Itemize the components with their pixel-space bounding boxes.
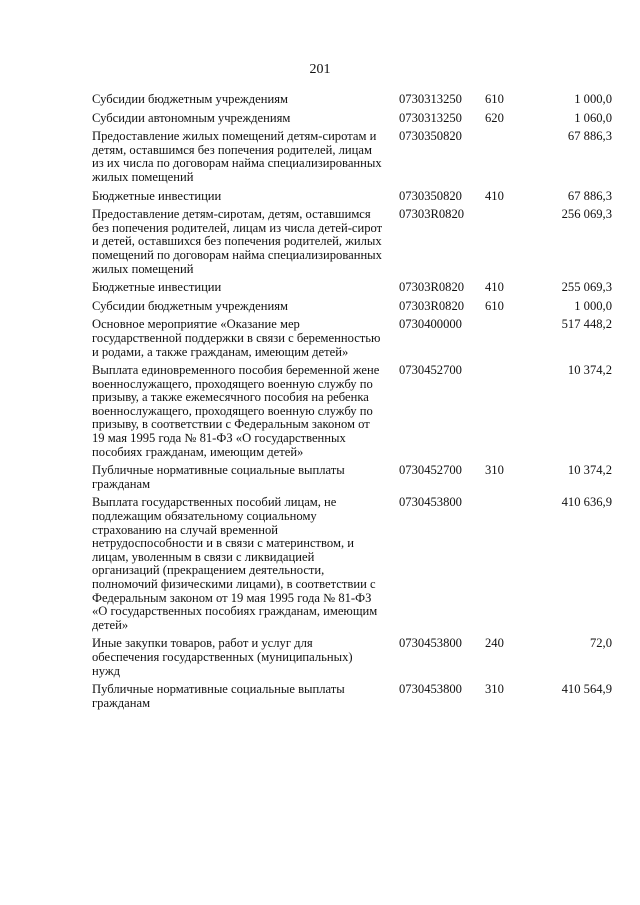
amount: 10 374,2 <box>567 363 612 378</box>
expense-name: Выплата единовременного пособия беременной жене военнослужащего, проходящего военную службу по призыву, а также ежемесячного пособия на ребенка военнослужащего, проходящего военную службу по призыву, в соответствии с Федеральным законом от 19 мая 1995 года № 81-ФЗ «О государственных пособиях гражданам, имеющим детей» <box>92 363 380 459</box>
budget-table <box>92 93 612 715</box>
expense-type-code: 620 <box>485 110 504 125</box>
target-article-code: 0730453800 <box>399 636 462 651</box>
expense-type-code: 310 <box>485 682 504 697</box>
target-article-code: 07303R0820 <box>399 207 465 222</box>
expense-name: Бюджетные инвестиции <box>92 188 222 203</box>
expense-name: Субсидии бюджетным учреждениям <box>92 92 288 106</box>
expense-type-code: 610 <box>485 298 504 313</box>
table-row <box>92 683 612 715</box>
expense-name: Публичные нормативные социальные выплаты гражданам <box>92 463 345 491</box>
target-article-code: 0730350820 <box>399 188 462 203</box>
target-article-code: 0730452700 <box>399 363 462 378</box>
table-row <box>92 637 612 683</box>
amount: 67 886,3 <box>567 188 612 203</box>
expense-name: Предоставление детям-сиротам, детям, оставшимся без попечения родителей, лицам из числа детей-сирот и детей, оставшихся без попечения родителей, жилых помещений по договорам найма специализированных жилых помещений <box>92 207 383 276</box>
expense-type-code <box>485 208 527 281</box>
expense-name: Публичные нормативные социальные выплаты гражданам <box>92 682 345 710</box>
table-row <box>92 318 612 364</box>
table-row <box>92 364 612 464</box>
amount: 67 886,3 <box>567 129 612 144</box>
target-article-code: 0730453800 <box>399 495 462 510</box>
amount: 10 374,2 <box>567 463 612 478</box>
expense-type-code: 240 <box>485 636 504 651</box>
expense-type-code <box>485 496 527 637</box>
expense-type-code: 310 <box>485 463 504 478</box>
expense-name: Основное мероприятие «Оказание мер государственной поддержки в связи с беременностью и родами, а также гражданам, имеющим детей» <box>92 317 381 359</box>
amount: 256 069,3 <box>561 207 612 222</box>
expense-name: Бюджетные инвестиции <box>92 280 222 295</box>
expense-name: Субсидии бюджетным учреждениям <box>92 298 288 313</box>
expense-type-code <box>485 364 527 464</box>
expense-name: Выплата государственных пособий лицам, не подлежащим обязательному социальному страхованию на случай временной нетрудоспособности и в связи с материнством, и лицам, уволенным в связи с ликвидацией организаций (прекращением деятельности, полномочий физическими лицами), в соответствии с Федеральным законом от 19 мая 1995 года № 81-ФЗ «О государственных пособиях гражданам, имеющим детей» <box>92 495 378 632</box>
amount: 517 448,2 <box>561 317 612 332</box>
table-row <box>92 281 612 300</box>
amount: 410 636,9 <box>561 495 612 510</box>
table-row <box>92 464 612 496</box>
page-number: 201 <box>309 62 331 77</box>
amount: 1 000,0 <box>574 92 612 106</box>
target-article-code: 07303R0820 <box>399 280 465 295</box>
expense-type-code: 610 <box>485 92 504 106</box>
expense-type-code <box>485 130 527 189</box>
expense-type-code: 410 <box>485 188 504 203</box>
amount: 1 060,0 <box>574 110 612 125</box>
expense-type-code: 410 <box>485 280 504 295</box>
expense-name: Предоставление жилых помещений детям-сиротам и детям, оставшимся без попечения родителей, лицам из их числа по договорам найма специализированных жилых помещений <box>92 129 382 184</box>
target-article-code: 0730452700 <box>399 463 462 478</box>
expense-type-code <box>485 318 527 364</box>
table-row <box>92 496 612 637</box>
target-article-code: 0730313250 <box>399 110 462 125</box>
amount: 72,0 <box>589 636 612 651</box>
target-article-code: 0730453800 <box>399 682 462 697</box>
amount: 410 564,9 <box>561 682 612 697</box>
budget-table-body <box>92 93 612 715</box>
target-article-code: 0730350820 <box>399 129 462 144</box>
table-row <box>92 112 612 131</box>
expense-name: Субсидии автономным учреждениям <box>92 110 291 125</box>
table-row <box>92 190 612 209</box>
amount: 1 000,0 <box>574 298 612 313</box>
target-article-code: 0730400000 <box>399 317 462 332</box>
target-article-code: 07303R0820 <box>399 298 465 313</box>
table-row <box>92 93 612 112</box>
table-row <box>92 300 612 319</box>
target-article-code: 0730313250 <box>399 92 462 106</box>
table-row <box>92 208 612 281</box>
expense-name: Иные закупки товаров, работ и услуг для обеспечения государственных (муниципальных) нужд <box>92 636 353 678</box>
amount: 255 069,3 <box>561 280 612 295</box>
table-row <box>92 130 612 189</box>
